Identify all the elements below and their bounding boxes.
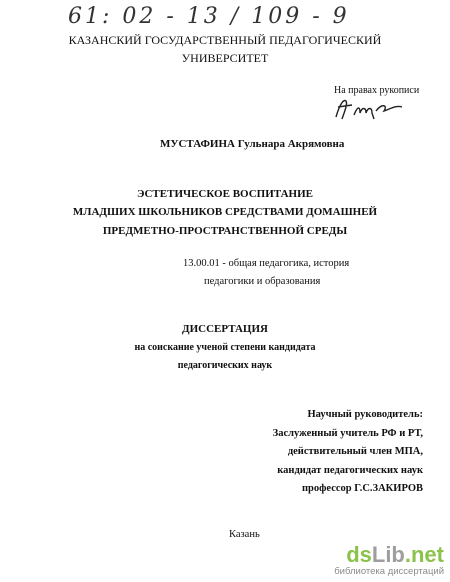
- watermark-tld: .net: [404, 542, 444, 567]
- supervisor-line3: кандидат педагогических наук: [277, 465, 423, 476]
- supervisor-heading: Научный руководитель:: [307, 409, 423, 420]
- title-line2: МЛАДШИХ ШКОЛЬНИКОВ СРЕДСТВАМИ ДОМАШНЕЙ: [72, 206, 378, 218]
- supervisor-line4: профессор Г.С.ЗАКИРОВ: [302, 483, 423, 494]
- city: Казань: [229, 529, 260, 540]
- watermark-tagline: библиотека диссертаций: [334, 566, 444, 577]
- watermark-ds: ds: [346, 542, 372, 567]
- institution-line2: УНИВЕРСИТЕТ: [181, 51, 269, 65]
- signature: [330, 95, 410, 123]
- author-name: МУСТАФИНА Гульнара Акрямовна: [160, 138, 345, 150]
- specialty-line2: педагогики и образования: [204, 276, 321, 287]
- dissertation-line2: педагогических наук: [177, 360, 273, 371]
- dslib-watermark[interactable]: [334, 544, 444, 580]
- specialty-line1: 13.00.01 - общая педагогика, история: [183, 258, 350, 269]
- watermark-lib: Lib: [371, 542, 405, 567]
- title-line1: ЭСТЕТИЧЕСКОЕ ВОСПИТАНИЕ: [137, 188, 313, 200]
- dissertation-heading: ДИССЕРТАЦИЯ: [182, 323, 268, 335]
- dissertation-line1: на соискание ученой степени кандидата: [134, 342, 316, 353]
- supervisor-line2: действительный член МПА,: [287, 446, 423, 457]
- supervisor-line1: Заслуженный учитель РФ и РТ,: [272, 428, 423, 439]
- archive-code: 61: 02 - 13 / 109 - 9: [68, 4, 350, 29]
- institution-line1: КАЗАНСКИЙ ГОСУДАРСТВЕННЫЙ ПЕДАГОГИЧЕСКИЙ: [68, 33, 382, 47]
- title-line3: ПРЕДМЕТНО-ПРОСТРАНСТВЕННОЙ СРЕДЫ: [102, 225, 348, 237]
- manuscript-note: На правах рукописи: [334, 85, 420, 96]
